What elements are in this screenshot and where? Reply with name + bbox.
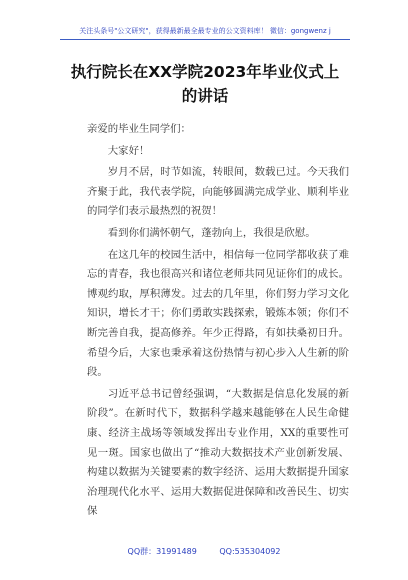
footer-qq-group: QQ群：31991489 bbox=[127, 547, 197, 556]
title-line-1: 执行院长在XX学院2023年毕业仪式上 bbox=[70, 63, 340, 81]
paragraph-congratulations: 岁月不居，时节如流，转眼间，数载已过。今天我们齐聚于此，我代表学院，向能够圆满完成学业、顺利毕业的同学们表示最热烈的祝贺！ bbox=[87, 166, 349, 218]
header-banner: 关注头条号"公文研究"，获得最新最全最专业的公文资料库！ 微信：gongwenz j bbox=[60, 26, 350, 40]
paragraph-campus-life: 在这几年的校园生活中，相信每一位同学都收获了难忘的青春，我也很高兴和诸位老师共同见证你们的成长。博观约取，厚积薄发。过去的几年里，你们努力学习文化知识，增长才干；你们勇敢实践探索，锻炼本领；你们不断完善自我，提高修养。年少正得路，有如扶桑初日升。希望今后，大家也秉承着这份热情与初心步入人生新的阶段。 bbox=[87, 248, 349, 379]
document-body bbox=[87, 120, 349, 522]
title-line-2: 的讲话 bbox=[181, 87, 229, 105]
paragraph-big-data: 习近平总书记曾经强调，“大数据是信息化发展的新阶段”。在新时代下，数据科学越来越能够在人民生命健康、经济主战场等领域发挥出专业作用，XX的重要性可见一斑。国家也做出了“推动大数据技术产业创新发展、构建以数据为关键要素的数字经济、运用大数据提升国家治理现代化水平、运用大数据促进保障和改善民生、切实保 bbox=[87, 387, 349, 518]
footer bbox=[0, 546, 408, 557]
paragraph-gratified: 看到你们满怀朝气，蓬勃向上，我很是欣慰。 bbox=[107, 226, 316, 239]
paragraph-greeting: 大家好！ bbox=[107, 144, 150, 157]
salutation: 亲爱的毕业生同学们： bbox=[87, 123, 191, 135]
footer-qq: QQ:535304092 bbox=[219, 547, 281, 556]
document-title bbox=[40, 60, 370, 108]
